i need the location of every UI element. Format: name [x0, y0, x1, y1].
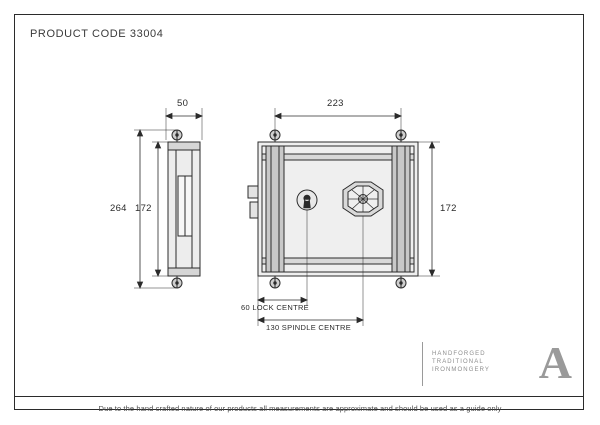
dimension-spindle-centre: 130 SPINDLE CENTRE	[266, 323, 352, 332]
dimension-front-width: 223	[327, 98, 344, 109]
logo-tagline-line1: HANDFORGED	[432, 351, 486, 357]
logo-tagline-line3: IRONMONGERY	[432, 367, 490, 373]
octagonal-knob	[343, 182, 383, 216]
logo-monogram: A	[538, 337, 572, 388]
dimension-inner-height-left: 172	[135, 203, 152, 214]
brand-logo	[422, 337, 572, 388]
logo-tagline	[432, 350, 490, 374]
keyhole-escutcheon	[297, 190, 317, 210]
lock-latch-bolt	[248, 186, 258, 218]
logo-tagline-line2: TRADITIONAL	[432, 359, 484, 365]
logo-divider	[422, 342, 423, 386]
front-view	[248, 130, 418, 288]
footer-disclaimer: Due to the hand crafted nature of our products all measurements are approximate and should be used as a guide only	[98, 404, 502, 413]
dimension-front-height: 172	[440, 203, 457, 214]
dimension-side-width: 50	[177, 98, 189, 109]
side-view	[168, 130, 200, 288]
footer-divider	[15, 396, 583, 397]
dimension-lock-centre: 60 LOCK CENTRE	[241, 303, 309, 312]
page-title: PRODUCT CODE 33004	[30, 28, 164, 40]
dimension-overall-height: 264	[110, 203, 127, 214]
